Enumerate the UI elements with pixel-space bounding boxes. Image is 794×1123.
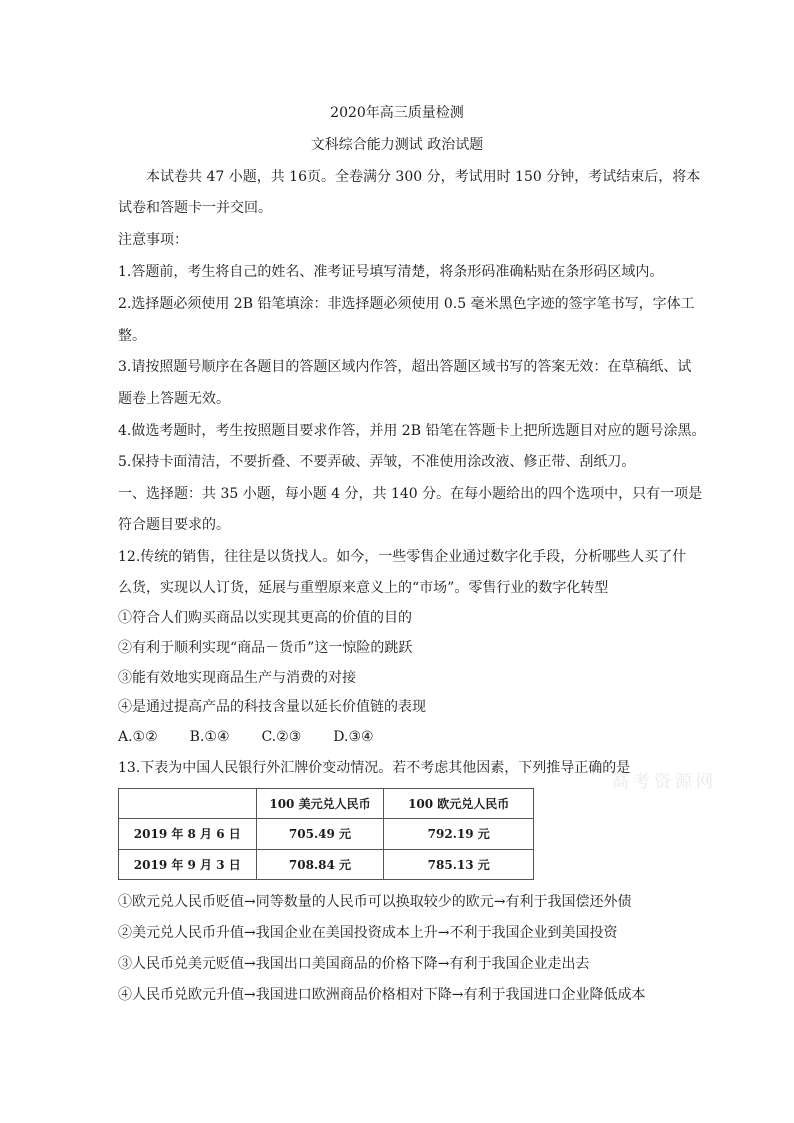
- note-line: 1.答题前，考生将自己的姓名、准考证号填写清楚，将条形码准确粘贴在条形码区域内。: [118, 264, 664, 280]
- note-line: 整。: [118, 328, 146, 344]
- q13-item: ②美元兑人民币升值→我国企业在美国投资成本上升→不利于我国企业到美国投资: [118, 925, 618, 941]
- option-c: C.②③: [261, 729, 302, 745]
- question-12-stem: 12.传统的销售，往往是以货找人。如今，一些零售企业通过数字化手段，分析哪些人买了什: [118, 549, 687, 565]
- note-line: 题卷上答题无效。: [118, 391, 230, 407]
- table-cell-eur: 785.13 元: [384, 849, 534, 879]
- question-12-stem: 么货，实现以人订货，延展与重塑原来意义上的“市场”。零售行业的数字化转型: [118, 580, 609, 596]
- intro-line: 本试卷共 47 小题，共 16页。全卷满分 300 分，考试用时 150 分钟，考试结束后，将本: [146, 169, 701, 185]
- note-line: 4.做选考题时，考生按照题目要求作答，并用 2B 铅笔在答题卡上把所选题目对应的题号涂黑。: [118, 423, 706, 439]
- question-13-stem: 13.下表为中国人民银行外汇牌价变动情况。若不考虑其他因素，下列推导正确的是: [118, 760, 631, 776]
- table-header-cell: [119, 789, 257, 819]
- table-row: [119, 819, 534, 849]
- section-heading: 一、选择题：共 35 小题，每小题 4 分，共 140 分。在每小题给出的四个选项中，只有一项是: [118, 486, 703, 502]
- note-line: 3.请按照题号顺序在各题目的答题区域内作答，超出答题区域书写的答案无效：在草稿纸、试: [118, 359, 692, 375]
- watermark: 高考资源网: [612, 772, 717, 792]
- q12-item: ②有利于顺利实现“商品－货币”这一惊险的跳跃: [118, 640, 413, 656]
- notes-heading: 注意事项：: [118, 232, 188, 248]
- table-cell-usd: 708.84 元: [256, 849, 384, 879]
- option-a: A.①②: [118, 729, 158, 745]
- q13-item: ④人民币兑欧元升值→我国进口欧洲商品价格相对下降→有利于我国进口企业降低成本: [118, 987, 646, 1003]
- exchange-rate-table: [118, 788, 534, 880]
- note-line: 5.保持卡面清洁，不要折叠、不要弄破、弄皱，不准使用涂改液、修正带、刮纸刀。: [118, 454, 636, 470]
- table-header-cell: 100 欧元兑人民币: [384, 789, 534, 819]
- exam-subtitle: 文科综合能力测试 政治试题: [310, 137, 484, 153]
- q13-item: ③人民币兑美元贬值→我国出口美国商品的价格下降→有利于我国企业走出去: [118, 956, 590, 972]
- table-cell-date: 2019 年 9 月 3 日: [119, 849, 257, 879]
- table-cell-eur: 792.19 元: [384, 819, 534, 849]
- table-header-cell: 100 美元兑人民币: [256, 789, 384, 819]
- intro-line: 试卷和答题卡一并交回。: [118, 200, 272, 216]
- q12-item: ①符合人们购买商品以实现其更高的价值的目的: [118, 610, 412, 626]
- table-row: [119, 849, 534, 879]
- table-header-row: [119, 789, 534, 819]
- q12-item: ③能有效地实现商品生产与消费的对接: [118, 670, 356, 686]
- table-cell-usd: 705.49 元: [256, 819, 384, 849]
- q12-options: [118, 727, 406, 747]
- exam-title: 2020年高三质量检测: [330, 105, 464, 121]
- q12-item: ④是通过提高产品的科技含量以延长价值链的表现: [118, 699, 426, 715]
- table-cell-date: 2019 年 8 月 6 日: [119, 819, 257, 849]
- note-line: 2.选择题必须使用 2B 铅笔填涂：非选择题必须使用 0.5 毫米黑色字迹的签字笔书写，字体工: [118, 296, 695, 312]
- option-d: D.③④: [333, 729, 374, 745]
- section-heading: 符合题目要求的。: [118, 517, 230, 533]
- q13-item: ①欧元兑人民币贬值→同等数量的人民币可以换取较少的欧元→有利于我国偿还外债: [118, 894, 632, 910]
- option-b: B.①④: [189, 729, 230, 745]
